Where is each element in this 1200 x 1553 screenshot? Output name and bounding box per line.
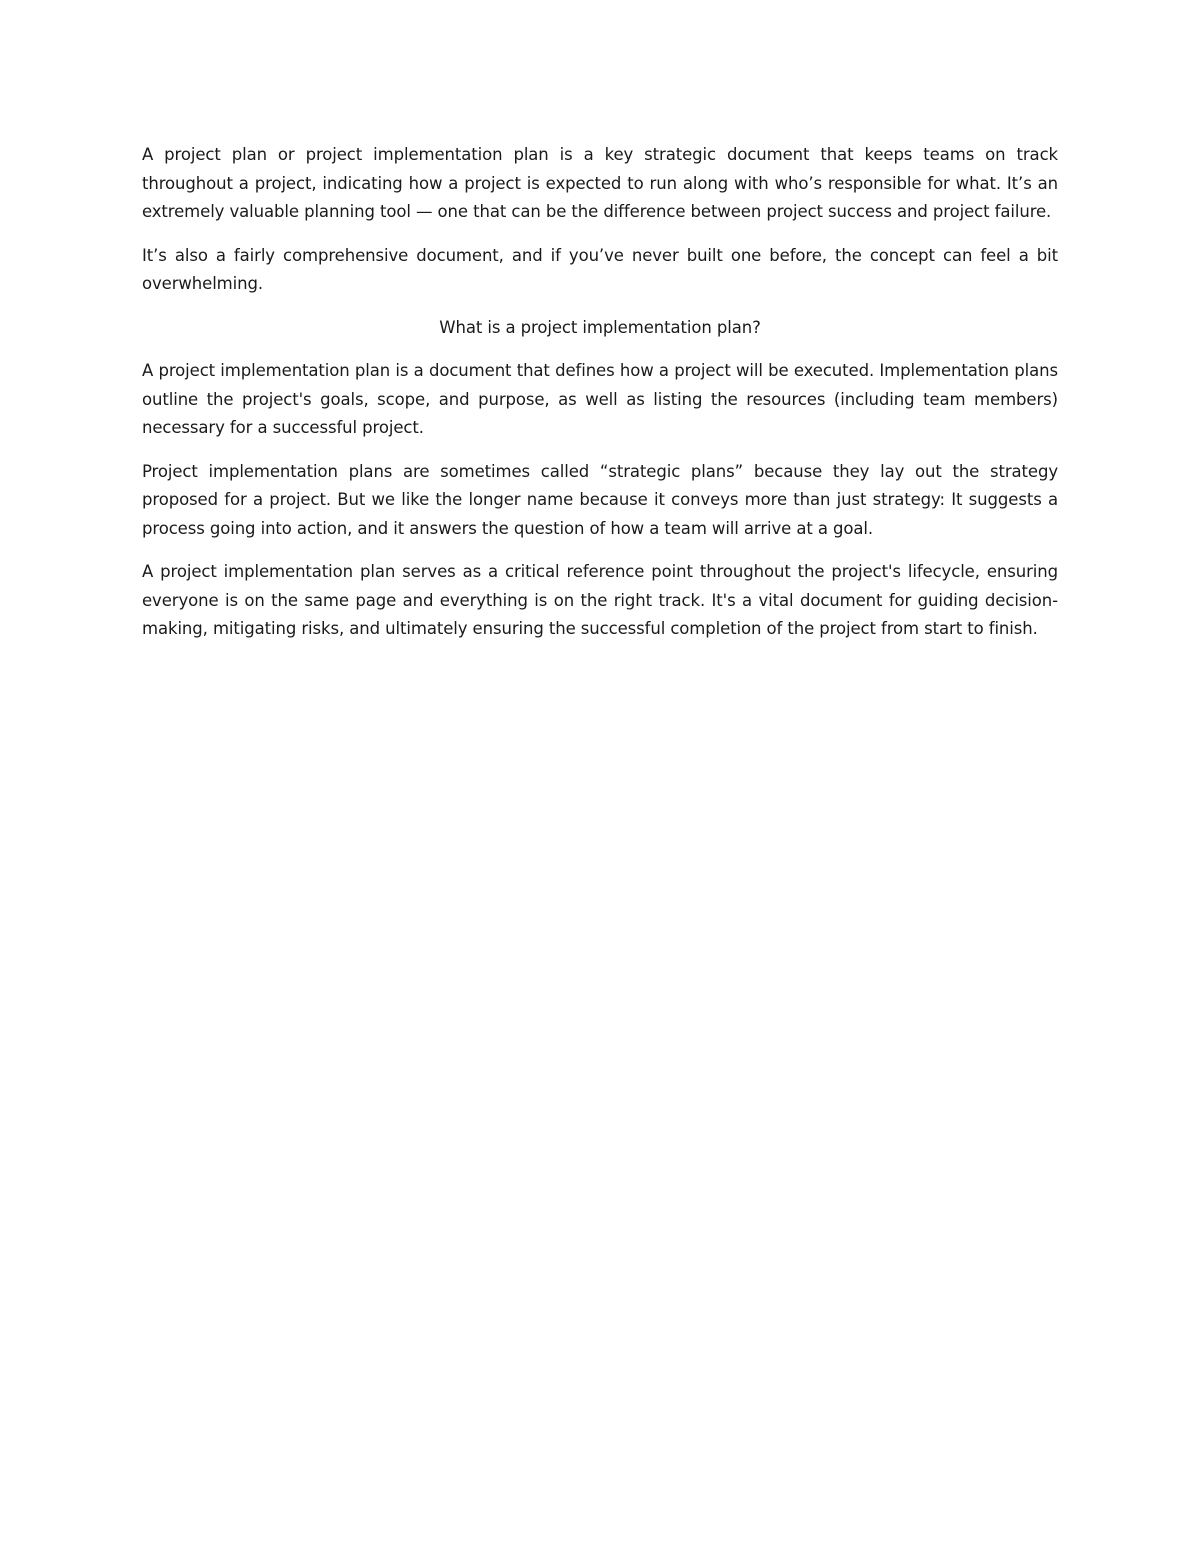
paragraph-reference-point: A project implementation plan serves as a critical reference point throughout the project's lifecycle, ensuring everyone is on the same page and everything is on the right track. It's a vital document for guiding decision-making, mitigating risks, and ultimately ensuring the successful completion of the project from start to finish. (142, 562, 1058, 638)
document-body (142, 141, 1058, 644)
paragraph-definition: A project implementation plan is a document that defines how a project will be executed. Implementation plans outline the project's goals, scope, and purpose, as well as listing the resources (including team members) necessary for a successful project. (142, 361, 1058, 437)
paragraph-intro: A project plan or project implementation plan is a key strategic document that keeps teams on track throughout a project, indicating how a project is expected to run along with who’s responsible for what. It’s an extremely valuable planning tool — one that can be the difference between project success and project failure. (142, 145, 1058, 221)
paragraph-strategic-plans: Project implementation plans are sometimes called “strategic plans” because they lay out the strategy proposed for a project. But we like the longer name because it conveys more than just strategy: It suggests a process going into action, and it answers the question of how a team will arrive at a goal. (142, 461, 1058, 538)
paragraph-comprehensive: It’s also a fairly comprehensive document, and if you’ve never built one before, the concept can feel a bit overwhelming. (142, 245, 1058, 293)
section-heading: What is a project implementation plan? (439, 317, 761, 337)
